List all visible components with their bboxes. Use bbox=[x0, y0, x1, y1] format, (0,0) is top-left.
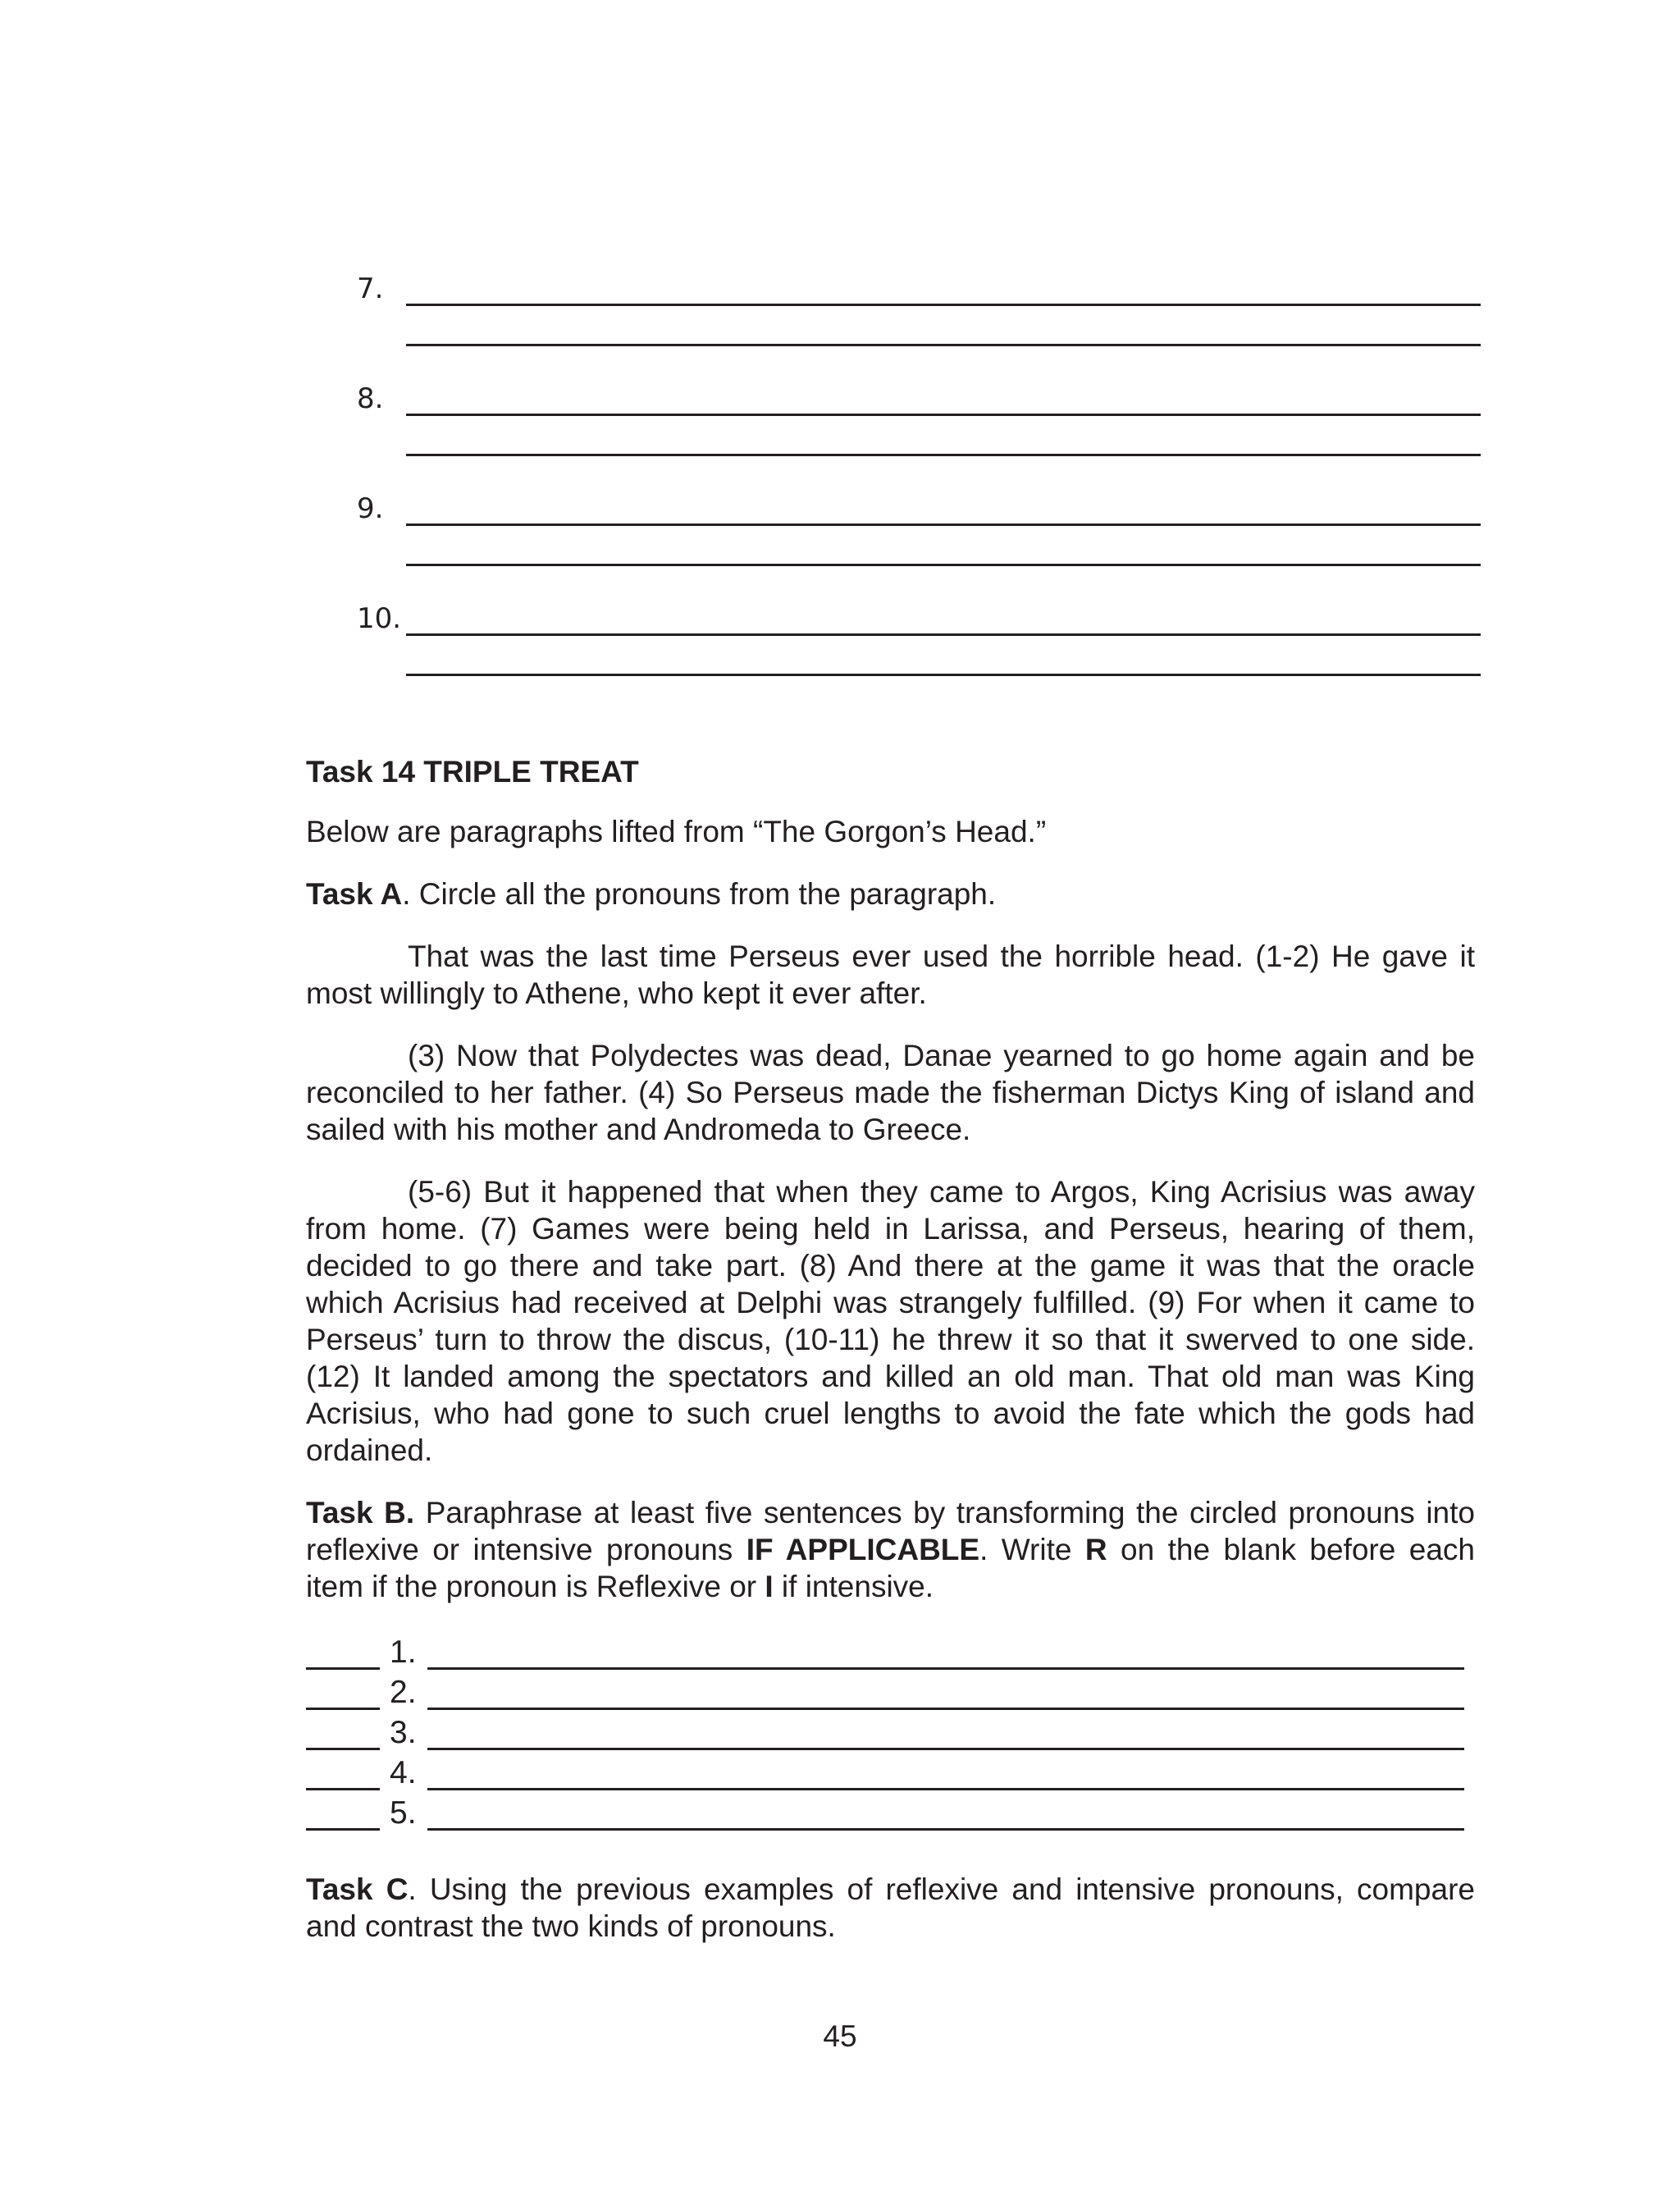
story-paragraph-2: (3) Now that Polydectes was dead, Danae yearned to go home again and be reconciled to her father. (4) So Perseus made the fisherman Dictys King of island and sailed with his mother and Andromeda to Greece. bbox=[306, 1039, 1475, 1146]
task-b-instruction bbox=[306, 1494, 1475, 1605]
task-intro: Below are paragraphs lifted from “The Gorgon’s Head.” bbox=[306, 815, 1047, 848]
answer-number: 10. bbox=[357, 602, 402, 635]
task-a-label: Task A bbox=[306, 877, 403, 911]
answer-item bbox=[357, 271, 1481, 381]
answer-line[interactable] bbox=[406, 674, 1481, 676]
task-c-label: Task C bbox=[306, 1872, 409, 1906]
answer-line[interactable] bbox=[406, 564, 1481, 566]
type-blank[interactable] bbox=[306, 1828, 380, 1831]
answer-line[interactable] bbox=[427, 1708, 1464, 1710]
page-number: 45 bbox=[823, 2019, 857, 2053]
answer-item bbox=[357, 601, 1481, 711]
blank-index: 5. bbox=[390, 1795, 417, 1831]
task-b-text: . Write bbox=[979, 1533, 1085, 1566]
task-b-emphasis: IF APPLICABLE bbox=[746, 1533, 980, 1566]
type-blank[interactable] bbox=[306, 1708, 380, 1710]
task-a-text: . Circle all the pronouns from the paragraph. bbox=[402, 877, 997, 911]
answer-line[interactable] bbox=[406, 414, 1481, 416]
answer-number: 8. bbox=[357, 382, 384, 415]
task-a-instruction bbox=[306, 876, 1475, 912]
answer-line[interactable] bbox=[406, 633, 1481, 636]
task-b-text: on the blank before each item if the pronoun is Reflexive or bbox=[306, 1533, 1475, 1603]
task-b-text: Paraphrase at least five sentences by transforming the circled pronouns into reflexive or intensive pronouns bbox=[306, 1496, 1475, 1566]
answer-number: 9. bbox=[357, 492, 384, 525]
blank-index: 4. bbox=[390, 1755, 417, 1790]
story-paragraph-3: (5-6) But it happened that when they came to Argos, King Acrisius was away from home. (7) Games were being held in Larissa, and Perseus, hearing of them, decided to go there and take part. (8) And there at the game it was that the oracle which Acrisius had received at Delphi was strangely fulfilled. (9) For when it came to Perseus’ turn to throw the discus, (10-11) he threw it so that it swerved to one side. (12) It landed among the spectators and killed an old man. That old man was King Acrisius, who had gone to such cruel lengths to avoid the fate which the gods had ordained. bbox=[306, 1175, 1475, 1467]
answer-number: 7. bbox=[357, 272, 384, 305]
blank-row bbox=[306, 1671, 1475, 1711]
story-paragraph-1: That was the last time Perseus ever used the horrible head. (1-2) He gave it most willingly to Athene, who kept it ever after. bbox=[306, 940, 1475, 1010]
answer-line[interactable] bbox=[406, 454, 1481, 456]
task-c-text: . Using the previous examples of reflexive and intensive pronouns, compare and contrast the two kinds of pronouns. bbox=[306, 1872, 1475, 1943]
task-b-emphasis: R bbox=[1084, 1533, 1107, 1566]
blank-row bbox=[306, 1751, 1475, 1791]
answer-line[interactable] bbox=[427, 1788, 1464, 1790]
type-blank[interactable] bbox=[306, 1788, 380, 1790]
blank-index: 3. bbox=[390, 1715, 417, 1750]
blank-row bbox=[306, 1711, 1475, 1751]
answer-line[interactable] bbox=[406, 304, 1481, 306]
blank-index: 1. bbox=[390, 1634, 417, 1670]
task-b-emphasis: I bbox=[765, 1570, 774, 1603]
blank-row bbox=[306, 1630, 1475, 1671]
answer-line[interactable] bbox=[406, 344, 1481, 346]
answer-line[interactable] bbox=[406, 523, 1481, 526]
task-b-blanks bbox=[306, 1630, 1475, 1831]
task-b-text: if intensive. bbox=[773, 1570, 934, 1603]
type-blank[interactable] bbox=[306, 1667, 380, 1670]
task14-section bbox=[306, 753, 1475, 1970]
answer-lines bbox=[357, 271, 1481, 711]
answer-line[interactable] bbox=[427, 1748, 1464, 1750]
blank-index: 2. bbox=[390, 1675, 417, 1710]
answer-item bbox=[357, 381, 1481, 491]
answer-line[interactable] bbox=[427, 1828, 1464, 1831]
answer-line[interactable] bbox=[427, 1667, 1464, 1670]
task-c-instruction bbox=[306, 1871, 1475, 1945]
task-title: Task 14 TRIPLE TREAT bbox=[306, 755, 639, 789]
type-blank[interactable] bbox=[306, 1748, 380, 1750]
answer-item bbox=[357, 491, 1481, 601]
task-b-label: Task B. bbox=[306, 1496, 415, 1529]
blank-row bbox=[306, 1791, 1475, 1831]
